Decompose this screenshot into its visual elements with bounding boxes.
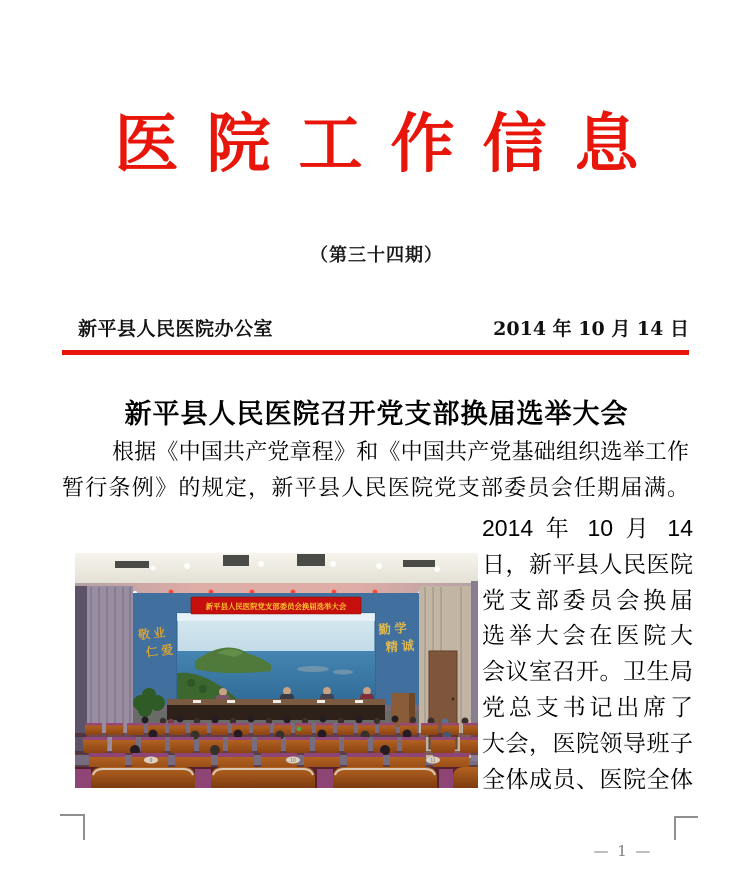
motto-right-line2: 精 诚	[385, 638, 415, 655]
motto-left-line2: 仁 爱	[145, 642, 174, 660]
divider-rule	[62, 350, 689, 355]
banner-text: 新平县人民医院党支部委员会换届选举大会	[205, 602, 347, 611]
body-paragraph-line: 大会，医院领导班子	[482, 729, 693, 756]
seat-number: 11	[430, 758, 436, 764]
body-paragraph-line: 党总支书记出席了	[482, 693, 693, 720]
bulletin-title: 医院工作信息	[114, 107, 667, 182]
article-title: 新平县人民医院召开党支部换届选举大会	[124, 399, 629, 429]
seat-number: 10	[290, 758, 296, 764]
crop-mark-bottom-left	[60, 814, 85, 840]
body-paragraph-line: 选举大会在医院大	[482, 622, 693, 649]
body-paragraph-line: 会议室召开。卫生局	[482, 658, 693, 685]
page-number: — 1 —	[593, 842, 653, 860]
seat-number: 9	[149, 758, 153, 764]
meeting-photo	[75, 553, 478, 788]
crop-mark-bottom-right	[674, 816, 698, 840]
meeting-photo-scene	[75, 553, 478, 788]
ceiling	[75, 553, 478, 585]
motto-left-line1: 敬 业	[137, 625, 166, 643]
masthead-row	[62, 314, 689, 340]
wrapped-text-column	[482, 511, 693, 797]
head-table	[167, 699, 385, 720]
motto-right-line1: 勤 学	[377, 621, 408, 638]
issuing-office: 新平县人民医院办公室	[78, 317, 274, 340]
issue-date: 2014 年 10 月 14 日	[493, 317, 689, 340]
landscape-mural	[177, 613, 375, 709]
body-paragraph-line: 根据《中国共产党章程》和《中国共产党基础组织选举工作	[112, 439, 689, 464]
body-paragraph-line: 全体成员、医院全体	[482, 765, 693, 792]
body-paragraph-line: 日，新平县人民医院	[482, 550, 693, 577]
body-paragraph-line: 暂行条例》的规定，新平县人民医院党支部委员会任期届满。	[62, 475, 689, 500]
stage-banner	[191, 597, 361, 614]
body-paragraph-line: 2014 年 10 月 14	[482, 515, 693, 541]
chair-row-front	[75, 767, 478, 788]
curtain-left	[75, 586, 133, 754]
body-paragraph-line: 党支部委员会换届	[482, 586, 693, 613]
issue-number: （第三十四期）	[310, 245, 443, 266]
